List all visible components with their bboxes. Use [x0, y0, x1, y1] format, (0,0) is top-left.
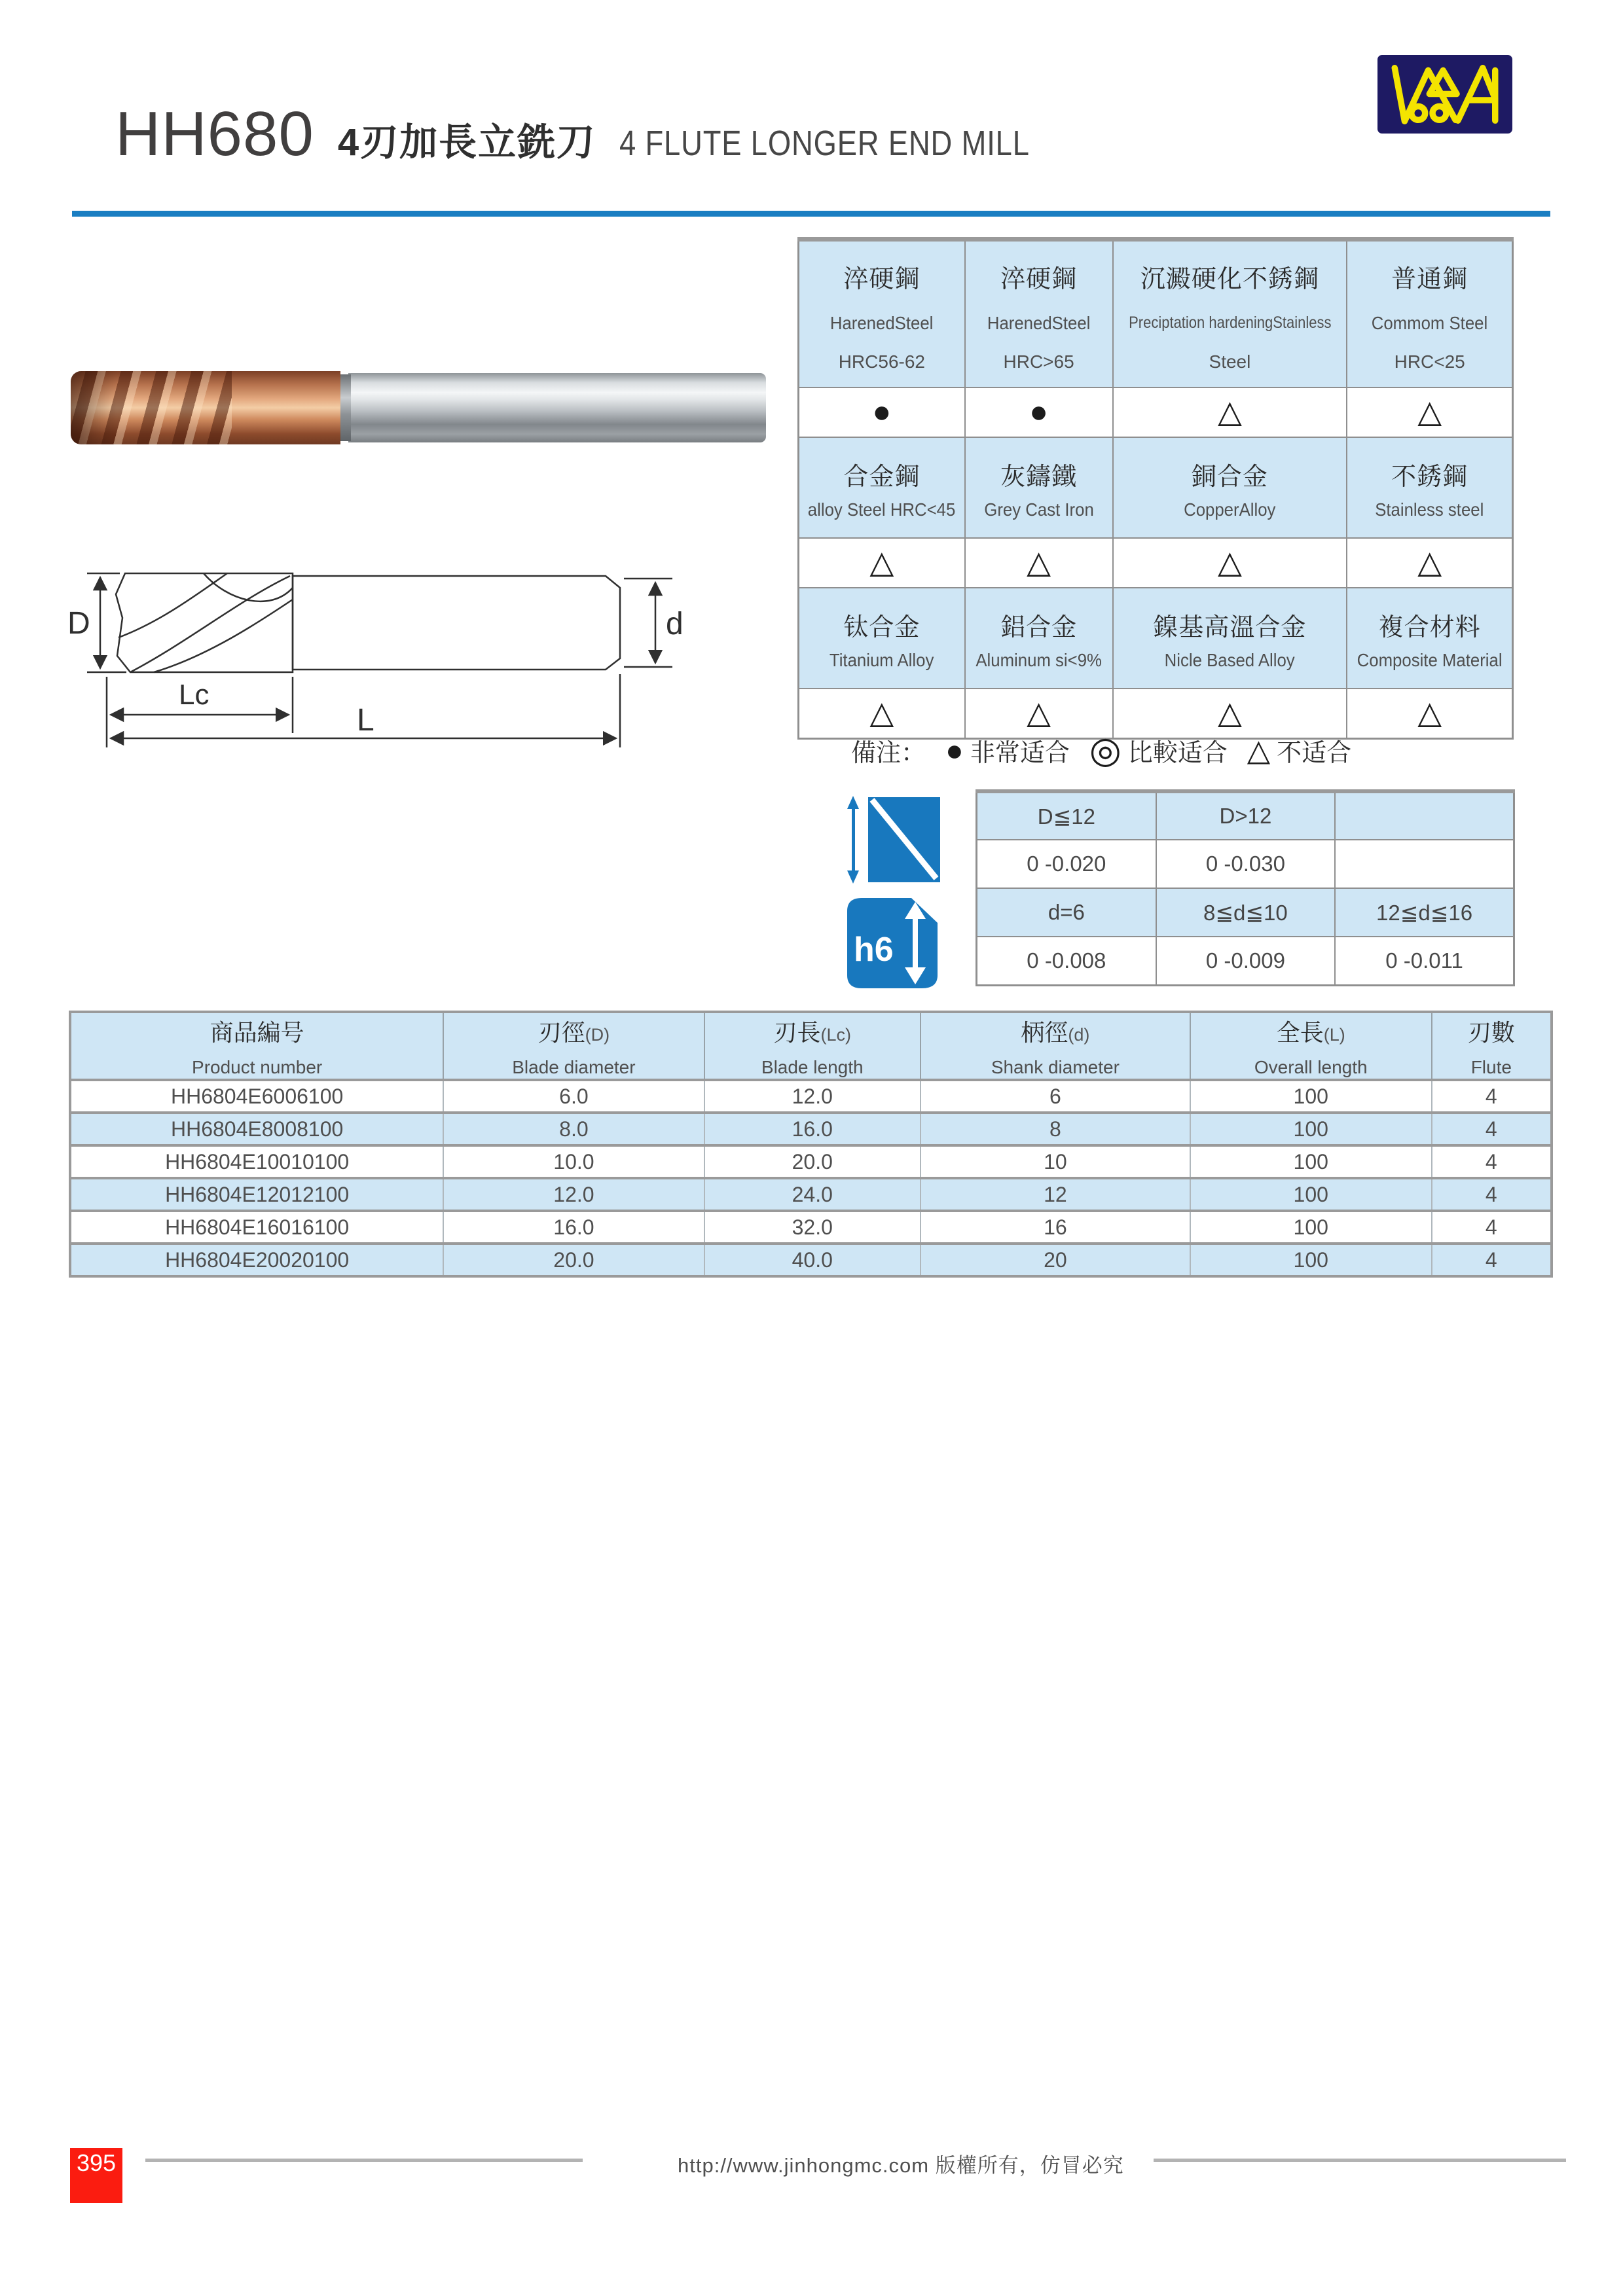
material-hardness: HRC56-62 [838, 351, 925, 372]
shank-diameter: 10 [921, 1145, 1190, 1178]
brand-logo-mark [1386, 62, 1504, 127]
column-header-overall-length: 全長(L) Overall length [1190, 1012, 1432, 1080]
tolerance-cell: 0 -0.020 [977, 840, 1156, 888]
material-name-cn: 銅合金 [1191, 463, 1268, 491]
footer-copyright: http://www.jinhongmc.com 版權所有，仿冒必究 [678, 2154, 1124, 2177]
material-cell [965, 437, 1113, 538]
legend-text: 不适合 [1277, 739, 1352, 767]
column-header-blade-diameter: 刃徑(D) Blade diameter [443, 1012, 704, 1080]
tolerance-row [977, 840, 1514, 888]
brand-logo [1377, 55, 1512, 134]
material-name-en: Grey Cast Iron [983, 499, 1094, 520]
material-name-cn: 沉澱硬化不銹鋼 [1140, 266, 1319, 293]
material-name-en: Commom Steel [1371, 312, 1488, 333]
material-suitability-table [797, 237, 1514, 740]
blade-length: 12.0 [704, 1080, 921, 1113]
rating-cell [799, 689, 965, 738]
flute-count: 4 [1432, 1113, 1552, 1145]
column-header-shank-diameter: 柄徑(d) Shank diameter [921, 1012, 1190, 1080]
legend-item [1247, 732, 1351, 768]
legend-item [1089, 729, 1228, 770]
material-cell [799, 240, 965, 388]
label-L: L [357, 703, 374, 738]
material-name-cn: 鋁合金 [1000, 614, 1078, 641]
overall-length: 100 [1190, 1113, 1432, 1145]
product-table [69, 1011, 1553, 1278]
tolerance-cell: 0 -0.008 [977, 937, 1156, 985]
blade-diameter: 8.0 [443, 1113, 704, 1145]
blade-length: 24.0 [704, 1178, 921, 1211]
material-cell [1113, 588, 1347, 689]
rating-symbol: △ [1217, 545, 1242, 580]
table-row [70, 1178, 1552, 1211]
tolerance-cell: D>12 [1156, 791, 1335, 840]
material-name-en: Nicle Based Alloy [1164, 650, 1295, 670]
label-d: d [666, 607, 684, 641]
tolerance-cell [1335, 840, 1514, 888]
label-Lc: Lc [179, 679, 210, 711]
legend-item [945, 732, 1070, 768]
shank-diameter: 20 [921, 1244, 1190, 1276]
column-header-blade-length: 刃長(Lc) Blade length [704, 1012, 921, 1080]
rating-symbol: ● [872, 395, 892, 429]
rating-symbol: △ [1217, 695, 1242, 730]
product-number: HH6804E8008100 [70, 1113, 443, 1145]
table-row [70, 1211, 1552, 1244]
tolerance-cell: 0 -0.030 [1156, 840, 1335, 888]
table-row [70, 1080, 1552, 1113]
rating-cell [1347, 538, 1512, 588]
model-code: HH680 [115, 99, 314, 169]
dimension-diagram [62, 539, 691, 750]
material-name-en: HarenedSteel [987, 312, 1091, 333]
overall-length: 100 [1190, 1244, 1432, 1276]
blade-diameter: 12.0 [443, 1178, 704, 1211]
blade-diameter: 6.0 [443, 1080, 704, 1113]
h6-label: h6 [854, 931, 894, 969]
blade-length: 32.0 [704, 1211, 921, 1244]
material-cell [1347, 437, 1512, 538]
flute-count: 4 [1432, 1178, 1552, 1211]
material-name-cn: 普通鋼 [1391, 266, 1468, 293]
table-row [70, 1244, 1552, 1276]
material-header-row [799, 588, 1513, 689]
tolerance-row [977, 888, 1514, 937]
rating-cell [1113, 689, 1347, 738]
product-number: HH6804E6006100 [70, 1080, 443, 1113]
material-name-cn: 灰鑄鐵 [1000, 463, 1078, 491]
legend [851, 729, 1352, 770]
blade-diameter: 20.0 [443, 1244, 704, 1276]
rating-cell [965, 387, 1113, 437]
rating-cell [1347, 387, 1512, 437]
rating-symbol: △ [1027, 695, 1051, 730]
blade-length: 40.0 [704, 1244, 921, 1276]
material-cell [799, 437, 965, 538]
material-name-cn: 合金鋼 [843, 463, 921, 491]
material-name-en: Titanium Alloy [830, 650, 934, 670]
rating-symbol: △ [1417, 545, 1442, 580]
flute-count: 4 [1432, 1145, 1552, 1178]
rating-cell [1113, 538, 1347, 588]
blade-diameter: 16.0 [443, 1211, 704, 1244]
label-D: D [67, 606, 90, 641]
shank-diameter: 6 [921, 1080, 1190, 1113]
diameter-tolerance-icon [843, 793, 948, 886]
material-name-cn: 钛合金 [843, 614, 921, 641]
shank-diameter: 8 [921, 1113, 1190, 1145]
tolerance-cell: d=6 [977, 888, 1156, 937]
material-name-cn: 鎳基高溫合金 [1153, 614, 1307, 641]
product-number: HH6804E20020100 [70, 1244, 443, 1276]
rating-symbol: △ [1417, 395, 1442, 429]
material-cell [1113, 437, 1347, 538]
legend-text: 比較适合 [1127, 739, 1228, 767]
photo-collar [339, 374, 351, 441]
rating-symbol: ● [1029, 395, 1049, 429]
material-name-en: alloy Steel HRC<45 [808, 499, 956, 520]
rating-cell [1347, 689, 1512, 738]
flute-count: 4 [1432, 1244, 1552, 1276]
flute-count: 4 [1432, 1080, 1552, 1113]
overall-length: 100 [1190, 1178, 1432, 1211]
material-rating-row [799, 538, 1513, 588]
blade-length: 16.0 [704, 1113, 921, 1145]
overall-length: 100 [1190, 1145, 1432, 1178]
rating-symbol: △ [869, 695, 894, 730]
rating-cell [799, 538, 965, 588]
table-row [70, 1113, 1552, 1145]
legend-text: 非常适合 [970, 739, 1070, 767]
material-name-en: Stainless steel [1375, 499, 1484, 520]
header-divider [72, 211, 1550, 217]
material-cell [1113, 240, 1347, 388]
material-name-cn: 淬硬鋼 [1000, 266, 1078, 293]
footer-divider-left [145, 2159, 583, 2162]
tolerance-cell: 0 -0.009 [1156, 937, 1335, 985]
product-number: HH6804E10010100 [70, 1145, 443, 1178]
overall-length: 100 [1190, 1211, 1432, 1244]
material-cell [1347, 240, 1512, 388]
material-cell [965, 240, 1113, 388]
product-header-row [70, 1012, 1552, 1080]
column-header-product-number: 商品編号 Product number [70, 1012, 443, 1080]
page-title-en: 4 FLUTE LONGER END MILL [619, 124, 1030, 163]
material-name-en: Composite Material [1357, 650, 1503, 670]
material-name-cn: 複合材料 [1378, 614, 1481, 641]
material-hardness: HRC<25 [1394, 351, 1465, 372]
blade-diameter: 10.0 [443, 1145, 704, 1178]
rating-symbol: △ [1217, 395, 1242, 429]
shank-diameter: 16 [921, 1211, 1190, 1244]
material-cell [1347, 588, 1512, 689]
material-header-row [799, 240, 1513, 388]
material-hardness: HRC>65 [1003, 351, 1074, 372]
overall-length: 100 [1190, 1080, 1432, 1113]
footer-divider-right [1154, 2159, 1566, 2162]
page-number: 395 [76, 2149, 117, 2176]
material-rating-row [799, 387, 1513, 437]
tolerance-cell: 8≦d≦10 [1156, 888, 1335, 937]
blade-length: 20.0 [704, 1145, 921, 1178]
rating-cell [799, 387, 965, 437]
tolerance-table [976, 789, 1515, 986]
column-header-flute: 刃數 Flute [1432, 1012, 1552, 1080]
material-name-en: Aluminum si<9% [976, 650, 1102, 670]
rating-symbol: △ [1417, 695, 1442, 730]
material-hardness: Steel [1209, 351, 1251, 372]
material-name-en: HarenedSteel [830, 312, 934, 333]
tolerance-row [977, 791, 1514, 840]
material-name-cn: 淬硬鋼 [843, 266, 921, 293]
material-name-en: Preciptation hardeningStainless [1128, 314, 1332, 332]
product-number: HH6804E16016100 [70, 1211, 443, 1244]
tolerance-cell: 12≦d≦16 [1335, 888, 1514, 937]
tolerance-cell: 0 -0.011 [1335, 937, 1514, 985]
double-circle-icon: ◎ [1089, 729, 1122, 770]
page-header [115, 98, 1108, 170]
tolerance-row [977, 937, 1514, 985]
photo-flutes [71, 371, 232, 444]
rating-cell [1113, 387, 1347, 437]
material-cell [965, 588, 1113, 689]
triangle-icon: △ [1247, 733, 1271, 767]
rating-symbol: △ [869, 545, 894, 580]
filled-circle-icon: ● [945, 733, 964, 767]
endmill-photo [71, 368, 766, 448]
shank-diameter: 12 [921, 1178, 1190, 1211]
table-row [70, 1145, 1552, 1178]
material-cell [799, 588, 965, 689]
rating-symbol: △ [1027, 545, 1051, 580]
page-number-badge [70, 2148, 122, 2203]
material-name-cn: 不銹鋼 [1391, 463, 1468, 491]
material-rating-row [799, 689, 1513, 738]
legend-label: 備注： [851, 739, 926, 767]
photo-shank [348, 373, 766, 442]
tolerance-cell [1335, 791, 1514, 840]
material-name-en: CopperAlloy [1184, 499, 1276, 520]
diagram-shank-outline [293, 576, 620, 670]
product-number: HH6804E12012100 [70, 1178, 443, 1211]
tolerance-cell: D≦12 [977, 791, 1156, 840]
rating-cell [965, 538, 1113, 588]
material-header-row [799, 437, 1513, 538]
page-title-cn: 4刃加長立銑刀 [337, 121, 596, 164]
h6-shank-tolerance-icon [843, 894, 943, 992]
flute-count: 4 [1432, 1211, 1552, 1244]
